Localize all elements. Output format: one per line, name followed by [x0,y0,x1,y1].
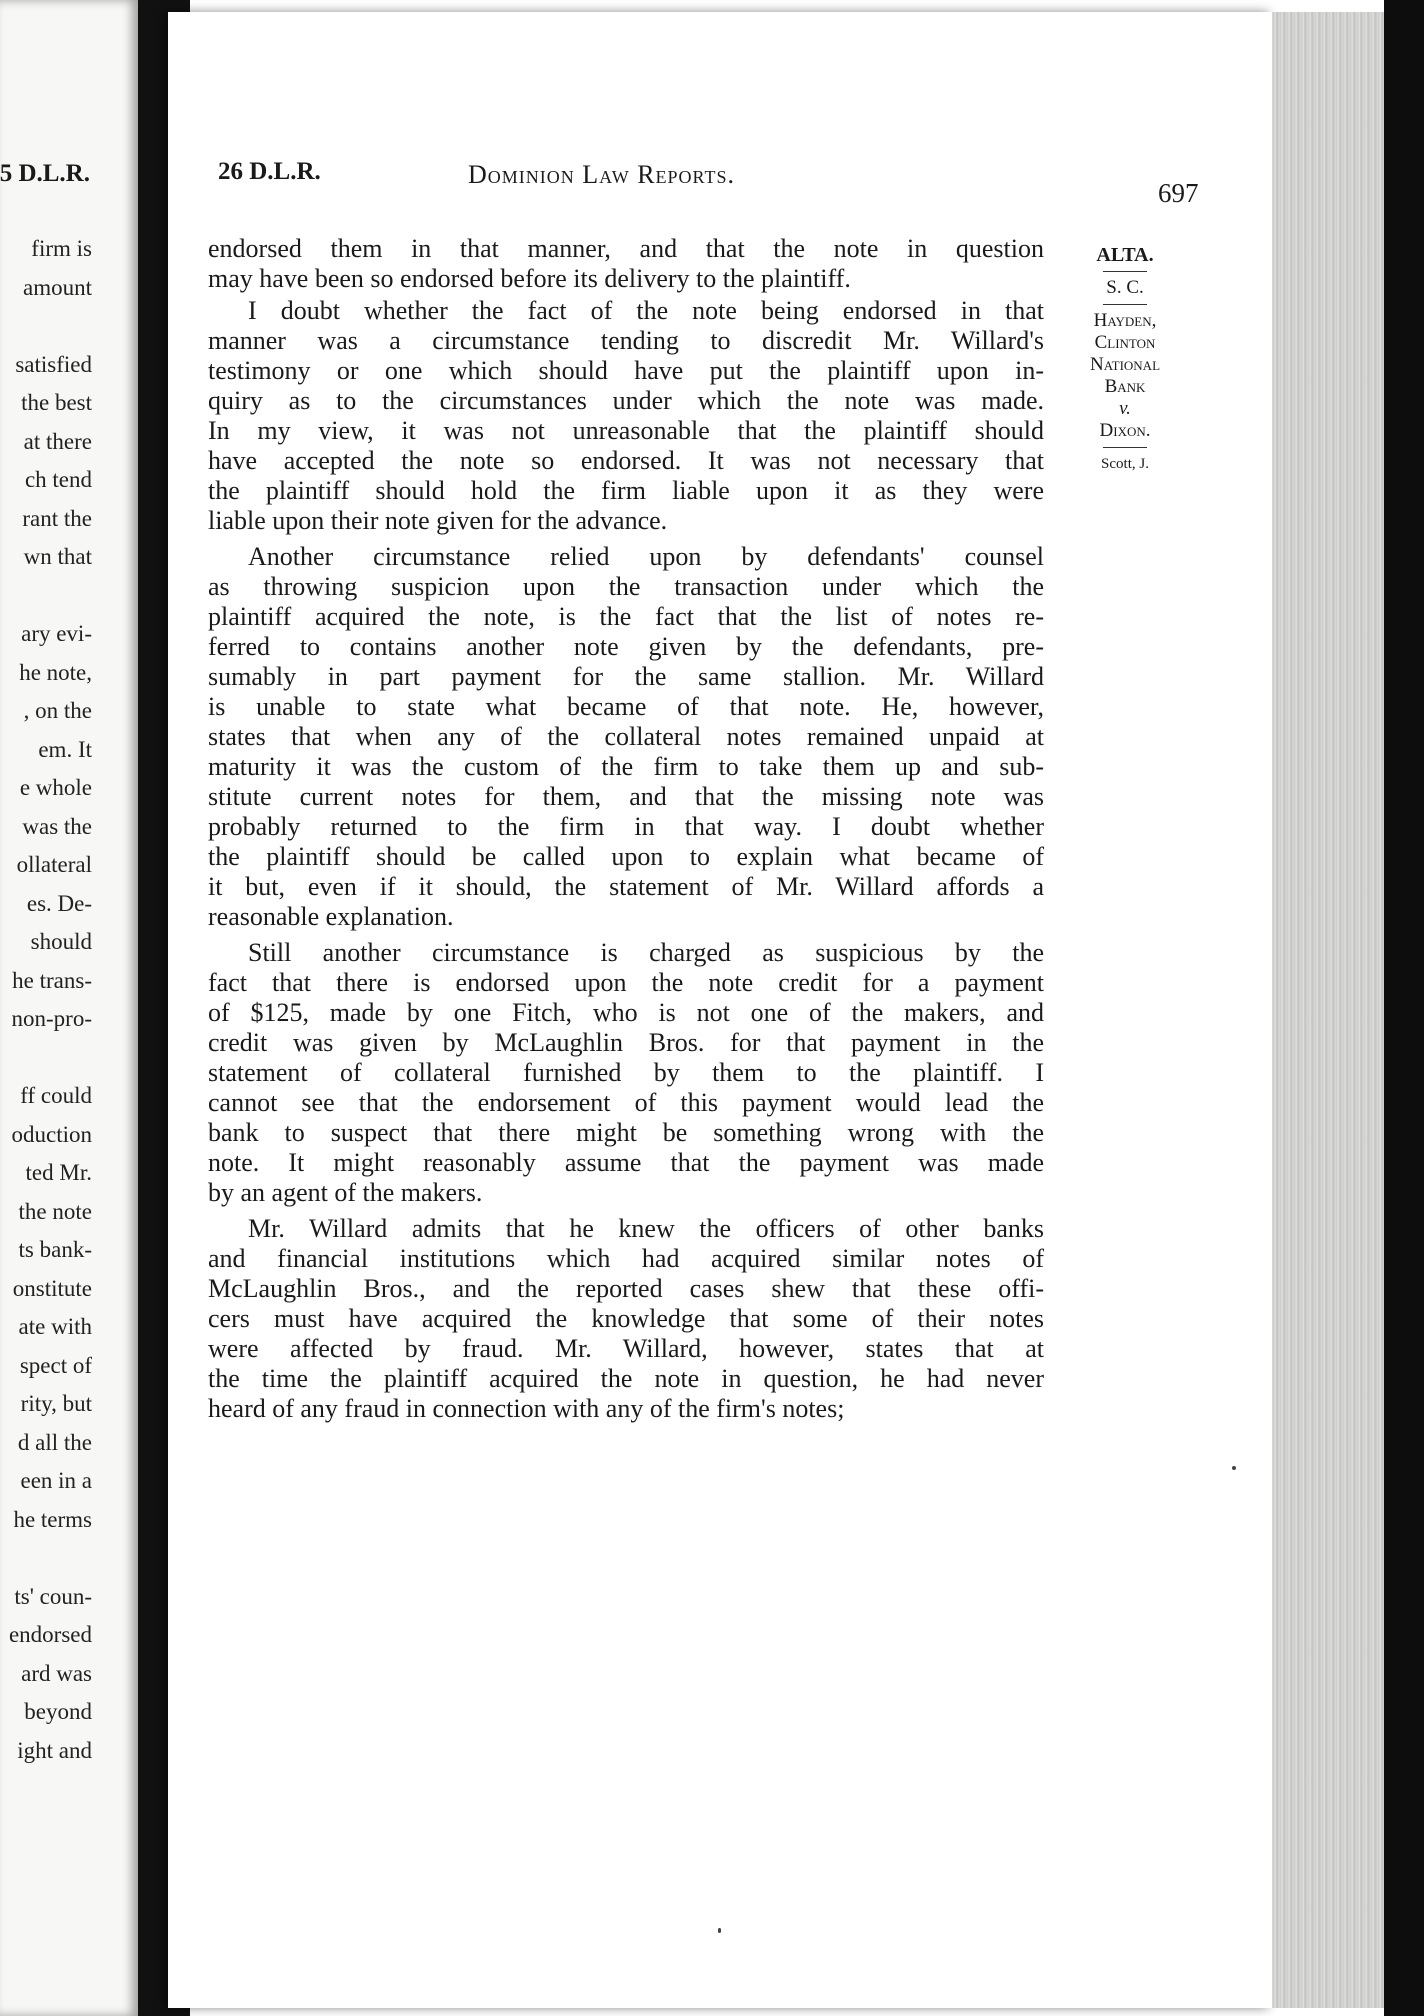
previous-page-line: ard was [21,1660,92,1686]
text-line: note. It might reasonably assume that the payment was made [208,1148,1044,1177]
previous-page-line: rity, but [20,1391,92,1416]
court-label: S. C. [1106,277,1144,298]
case-name-line: Bank [1104,376,1146,397]
previous-page-line: beyond [24,1699,92,1724]
previous-page-line: was the [22,813,92,839]
case-name-versus: v. [1119,398,1131,419]
previous-page-line: em. It [38,736,92,762]
text-line: credit was given by McLaughlin Bros. for that payment in the [208,1028,1044,1057]
previous-page-line: rant the [22,505,92,531]
previous-page-line: ary evi- [21,621,92,646]
text-line: it but, even if it should, the statement of Mr. Willard affords a [208,872,1044,901]
previous-page-line: e whole [19,775,92,800]
text-line: cers must have acquired the knowledge that some of their notes [208,1304,1044,1333]
text-line: In my view, it was not unreasonable that the plaintiff should [208,416,1044,445]
text-line: McLaughlin Bros., and the reported cases shew that these offi- [208,1274,1044,1303]
margin-note [1070,244,1180,475]
previous-page-line: es. De- [26,890,92,916]
previous-page-line: satisfied [15,351,92,377]
text-line: have accepted the note so endorsed. It was not necessary that [208,446,1044,475]
previous-page-line: een in a [20,1468,92,1493]
previous-page-line: spect of [19,1352,92,1378]
rule [1103,447,1147,448]
previous-page-line: ate with [18,1314,92,1339]
text-line: may have been so endorsed before its delivery to the plaintiff. [208,264,851,293]
text-line: reasonable explanation. [208,902,454,931]
text-line: is unable to state what became of that note. He, however, [208,692,1044,721]
previous-page-line: non-pro- [11,1006,92,1031]
province-label: ALTA. [1096,244,1154,266]
previous-page-line: amount [23,274,92,300]
previous-page-line: he terms [13,1506,92,1532]
previous-page-line: endorsed [8,1622,92,1647]
case-name-line: Hayden, [1093,310,1157,331]
text-line: heard of any fraud in connection with any of the firm's notes; [208,1394,845,1423]
judge-label: Scott, J. [1101,456,1149,472]
text-line: Mr. Willard admits that he knew the officers of other banks [248,1214,1044,1243]
previous-page-line: ted Mr. [25,1160,92,1185]
running-header-title: Dominion Law Reports. [468,160,735,189]
speck [1232,1466,1236,1470]
text-line: by an agent of the makers. [208,1178,483,1207]
previous-page-line: wn that [23,544,92,569]
previous-page-line: ff could [20,1083,92,1108]
previous-page-line: oduction [11,1121,92,1147]
text-line: bank to suspect that there might be something wrong with the [208,1118,1044,1147]
text-line: sumably in part payment for the same stallion. Mr. Willard [208,662,1044,691]
text-line: the plaintiff should hold the firm liable upon it as they were [208,476,1044,505]
text-line: Still another circumstance is charged as suspicious by the [248,938,1044,967]
case-name-line: National [1089,354,1161,375]
text-line: ferred to contains another note given by the defendants, pre- [208,632,1044,661]
previous-page-line: onstitute [12,1275,92,1301]
previous-page-line: should [30,929,92,954]
previous-page-line: ts' coun- [14,1583,92,1609]
text-line: plaintiff acquired the note, is the fact that the list of notes re- [208,602,1044,631]
rule [1103,271,1147,272]
text-line: testimony or one which should have put the plaintiff upon in- [208,356,1044,385]
previous-page-line: he note, [19,659,92,685]
speck [718,1928,721,1933]
previous-page-line: the best [21,390,92,415]
previous-page-header: 5 D.L.R. [0,160,90,187]
text-line: I doubt whether the fact of the note being endorsed in that [248,296,1044,325]
previous-page-line: ts bank- [18,1237,92,1262]
text-line: endorsed them in that manner, and that the note in question [208,234,1044,263]
page-edges [1272,12,1384,2008]
previous-page-line: at there [23,428,92,454]
case-name-line: Dixon. [1099,420,1151,441]
text-line: the time the plaintiff acquired the note in question, he had never [208,1364,1044,1393]
previous-page-line: , on the [23,698,92,723]
previous-page-line: ch tend [24,467,92,492]
previous-page [0,0,138,2016]
text-line: probably returned to the firm in that way. I doubt whether [208,812,1044,841]
running-header-volume: 26 D.L.R. [218,158,321,185]
previous-page-line: ollateral [16,852,92,877]
text-line: stitute current notes for them, and that the missing note was [208,782,1044,811]
previous-page-line: he trans- [12,967,92,993]
previous-page-line: ight and [17,1737,92,1763]
text-line: fact that there is endorsed upon the note credit for a payment [208,968,1044,997]
text-line: manner was a circumstance tending to discredit Mr. Willard's [208,326,1044,355]
previous-page-line: firm is [31,236,92,261]
previous-page-line: the note [18,1198,92,1224]
page-number: 697 [1158,178,1199,208]
text-line: Another circumstance relied upon by defendants' counsel [248,542,1044,571]
previous-page-line: d all the [17,1429,92,1455]
text-line: as throwing suspicion upon the transaction under which the [208,572,1044,601]
text-line: were affected by fraud. Mr. Willard, however, states that at [208,1334,1044,1363]
text-line: cannot see that the endorsement of this payment would lead the [208,1088,1044,1117]
text-line: states that when any of the collateral notes remained unpaid at [208,722,1044,751]
text-line: and financial institutions which had acquired similar notes of [208,1244,1044,1273]
rule [1103,304,1147,305]
text-line: the plaintiff should be called upon to explain what became of [208,842,1044,871]
text-line: of $125, made by one Fitch, who is not one of the makers, and [208,998,1044,1027]
background-right [1384,0,1424,2016]
text-line: statement of collateral furnished by them to the plaintiff. I [208,1058,1044,1087]
text-line: liable upon their note given for the advance. [208,506,668,535]
text-line: maturity it was the custom of the firm to take them up and sub- [208,752,1044,781]
case-name-line: Clinton [1094,332,1156,353]
text-line: quiry as to the circumstances under which the note was made. [208,386,1044,415]
